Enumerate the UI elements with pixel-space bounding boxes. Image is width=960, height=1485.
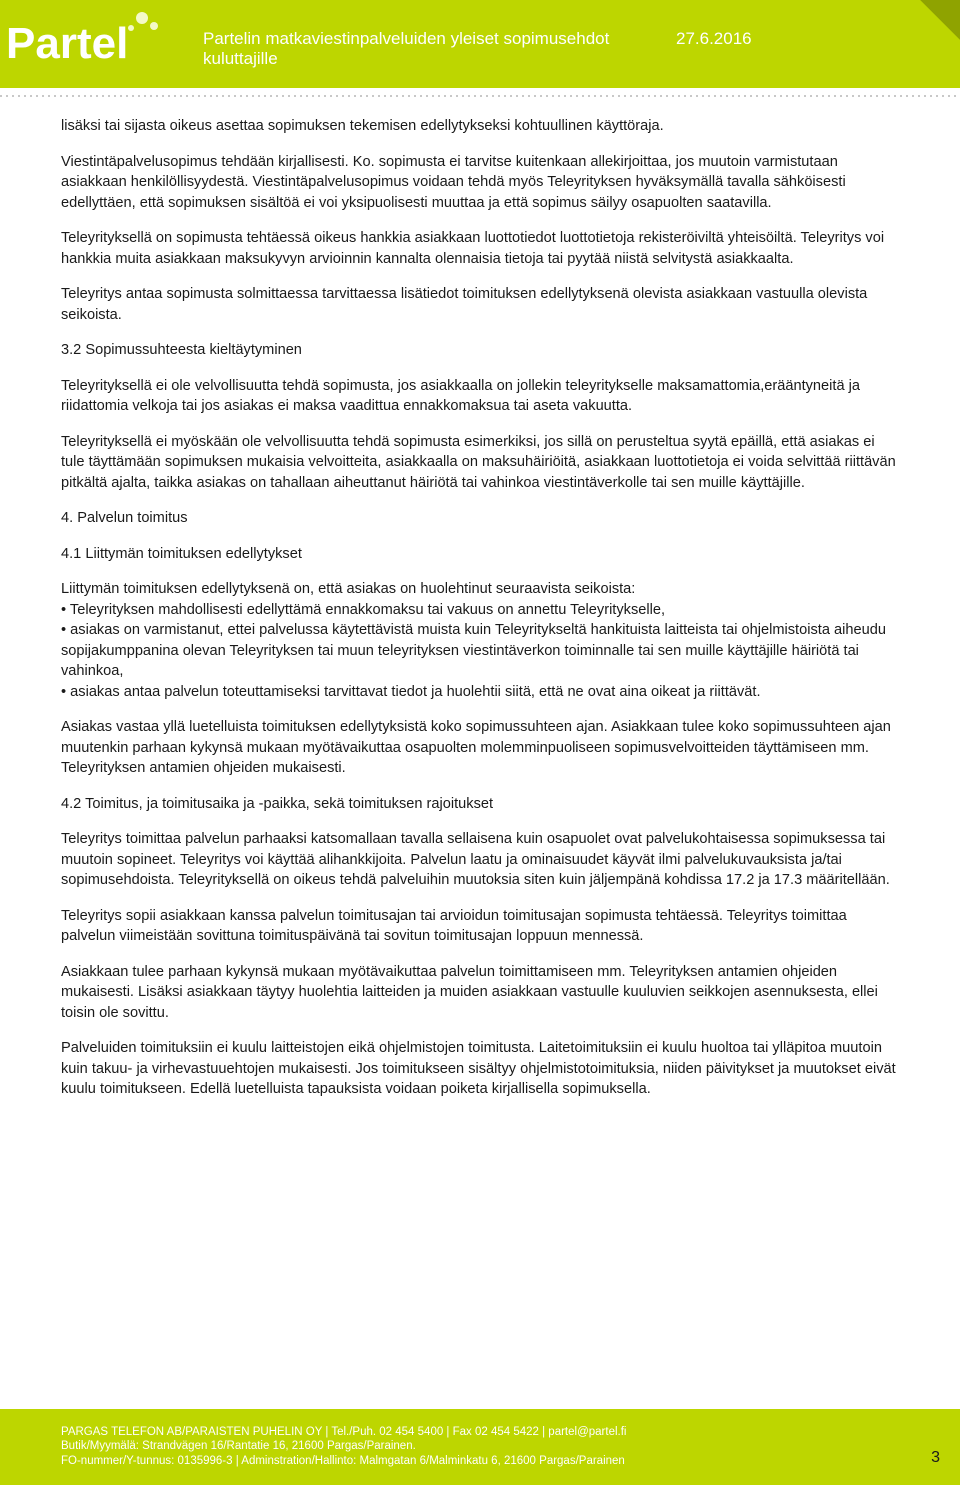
document-body (61, 116, 901, 1115)
page-corner-fold (920, 0, 960, 40)
section-heading-4-1: 4.1 Liittymän toimituksen edellytykset (61, 545, 302, 562)
svg-text:Partel: Partel (6, 19, 129, 68)
footer-address-line: Butik/Myymälä: Strandvägen 16/Rantatie 16, 21600 Pargas/Parainen. (61, 1440, 416, 1452)
paragraph: Teleyrityksellä on sopimusta tehtäessä oikeus hankkia asiakkaan luottotiedot luottotietoja rekisteröiviltä yhteisöiltä. Teleyritys voi hankkia muita asiakkaan maksukyvyn arvioinnin kannalta olennaisia tietoja tai pyytää niistä selvitystä asiakkaalta. (61, 230, 885, 267)
document-date: 27.6.2016 (676, 29, 752, 48)
page-number: 3 (931, 1449, 940, 1466)
paragraph: Teleyritys toimittaa palvelun parhaaksi katsomallaan tavalla sellaisena kuin osapuolet ovat palvelukohtaisessa sopimuksessa tai muutoin sopineet. Teleyritys voi käyttää alihankkijoita. Palvelun laatu ja ominaisuudet käyvät ilmi palvelukuvauksista ja/tai sopimusehdoista. Teleyrityksellä on oikeus tehdä palveluihin muutoksia siten kuin jäljempänä kohdissa 17.2 ja 17.3 määritellään. (61, 831, 890, 888)
dotted-divider (0, 92, 960, 100)
paragraph: Asiakkaan tulee parhaan kykynsä mukaan myötävaikuttaa palvelun toimittamiseen mm. Teleyrityksen antamien ohjeiden mukaisesti. Lisäksi asiakkaan täytyy huolehtia laitteiden ja muiden asiakkaan vastuulle kuuluvien seikkojen asennuksesta, ellei toisin ole sovittu. (61, 963, 878, 1021)
paragraph: Teleyritys antaa sopimusta solmittaessa tarvittaessa lisätiedot toimituksen edellytyksenä olevista asiakkaan vastuulla olevista seikoista. (61, 286, 868, 323)
paragraph: Teleyritys sopii asiakkaan kanssa palvelun toimitusajan tai arvioidun toimitusajan sopimusta tehtäessä. Teleyritys toimittaa palvelun viimeistään sovittuna toimituspäivänä tai sovitun toimitusajan loppuun mennessä. (61, 907, 847, 944)
footer-company-line: FO-nummer/Y-tunnus: 0135996-3 | Adminstration/Hallinto: Malmgatan 6/Malminkatu 6, 21600 Pargas/Parainen (61, 1455, 625, 1467)
delivery-conditions-list (61, 579, 901, 702)
footer-contact-line: PARGAS TELEFON AB/PARAISTEN PUHELIN OY | Tel./Puh. 02 454 5400 | Fax 02 454 5422 | partel@partel.fi (61, 1426, 627, 1438)
page-header (0, 0, 960, 88)
list-item: • asiakas on varmistanut, ettei palvelussa käytettävistä muista kuin Teleyritykseltä hankituista laitteista tai ohjelmistoista aiheudu sopijakumppanina olevan Teleyrityksen tai muun teleyrityksen viestintäverkon toiminnalle tai sen muille käyttäjille häiriötä tai vahinkoa, (61, 622, 886, 679)
paragraph: lisäksi tai sijasta oikeus asettaa sopimuksen tekemisen edellytykseksi kohtuullinen käyttöraja. (61, 118, 664, 134)
section-heading-3-2: 3.2 Sopimussuhteesta kieltäytyminen (61, 342, 302, 358)
partel-logo (4, 6, 184, 80)
section-heading-4: 4. Palvelun toimitus (61, 510, 188, 526)
paragraph: Palveluiden toimituksiin ei kuulu laitteistojen eikä ohjelmistojen toimitusta. Laitetoimituksiin ei kuulu huoltoa tai ylläpitoa muutoin kuin takuu- ja virhevastuuehtojen mukaisesti. Jos toimitukseen sisältyy ohjelmistotoimituksia, niiden päivitykset ja muutokset eivät kuulu toimitukseen. Edellä luetelluista tapauksista voidaan poiketa kirjallisella sopimuksella. (61, 1040, 896, 1097)
paragraph: Teleyrityksellä ei ole velvollisuutta tehdä sopimusta, jos asiakkaalla on jollekin teleyritykselle maksamattomia,erääntyneitä ja riidattomia velkoja tai jos asiakas ei maksa vaadittua ennakkomaksua tai aseta vakuutta. (61, 377, 860, 414)
section-heading-4-2: 4.2 Toimitus, ja toimitusaika ja -paikka, sekä toimituksen rajoitukset (61, 795, 494, 812)
paragraph: Teleyrityksellä ei myöskään ole velvollisuutta tehdä sopimusta esimerkiksi, jos sillä on perusteltua syytä epäillä, että asiakas ei tule täyttämään sopimuksen mukaisia velvoitteita, asiakkaalla on maksuhäiriöitä, asiakkaan luottotietoja ei voida selvittää riittävän pitkältä ajalta, taikka asiakas on tahallaan aiheuttanut häiriötä tai vahinkoa viestintäverkolle tai sen muille käyttäjille. (61, 433, 896, 491)
page-footer (0, 1409, 960, 1485)
document-title: Partelin matkaviestinpalveluiden yleiset sopimusehdot kuluttajille (203, 29, 610, 68)
paragraph: Asiakas vastaa yllä luetelluista toimituksen edellytyksistä koko sopimussuhteen ajan. Asiakkaan tulee koko sopimussuhteen ajan muutenkin parhaan kykynsä mukaan myötävaikuttaa osapuolten molemminpuoliseen sopimusvelvoitteiden täyttämiseen mm. Teleyrityksen antamien ohjeiden mukaisesti. (61, 719, 891, 776)
list-item: • asiakas antaa palvelun toteuttamiseksi tarvittavat tiedot ja huolehtii siitä, että ne ovat aina oikeat ja riittävät. (61, 683, 761, 700)
paragraph: Viestintäpalvelusopimus tehdään kirjallisesti. Ko. sopimusta ei tarvitse kuitenkaan allekirjoittaa, jos muutoin varmistutaan asiakkaan henkilöllisyydestä. Viestintäpalvelusopimus voidaan tehdä myös Teleyrityksen hyväksymällä tavalla sähköisesti edellyttäen, että sopimuksen sisältöä ei voi yksipuolisesti muuttaa ja että sopimus säilyy osapuolten saatavilla. (61, 153, 846, 211)
paragraph: Liittymän toimituksen edellytyksenä on, että asiakas on huolehtinut seuraavista seikoista: (61, 581, 636, 597)
list-item: • Teleyrityksen mahdollisesti edellyttämä ennakkomaksu tai vakuus on annettu Teleyritykselle, (61, 601, 666, 618)
